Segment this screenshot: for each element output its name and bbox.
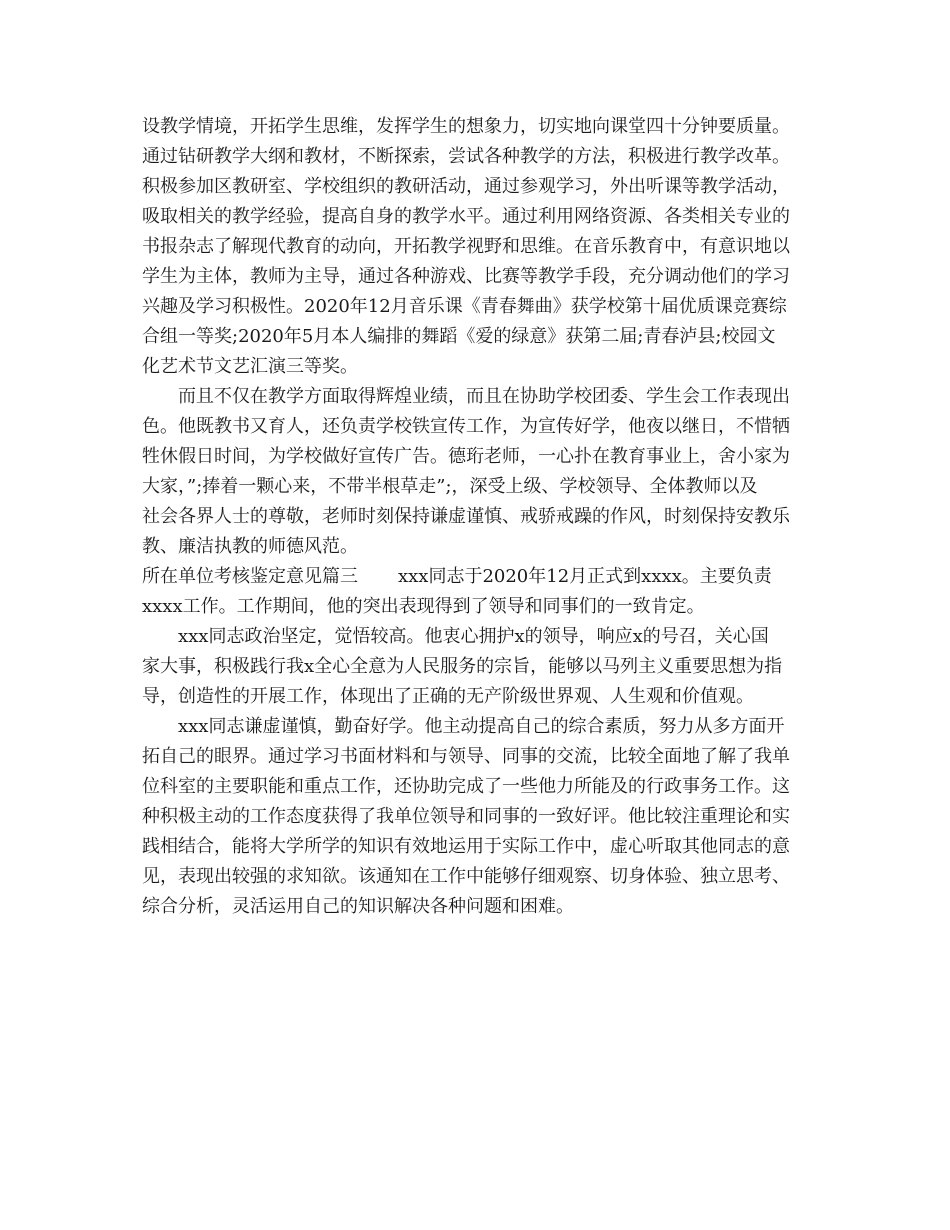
paragraph-line: 大家，”;捧着一颗心来，不带半根草走”;，深受上级、学校领导、全体教师以及 [142, 476, 758, 497]
paragraph-line: xxxx工作。工作期间，他的突出表现得到了领导和同事们的一致肯定。 [142, 596, 705, 617]
paragraph-line: 设教学情境，开拓学生思维，发挥学生的想象力，切实地向课堂四十分钟要质量。 [142, 116, 790, 137]
paragraph-line: 通过钻研教学大纲和教材，不断探索，尝试各种教学的方法，积极进行教学改革。 [142, 146, 790, 167]
paragraph-line: 位科室的主要职能和重点工作，还协助完成了一些他力所能及的行政事务工作。这 [142, 776, 790, 797]
paragraph-line: 践相结合，能将大学所学的知识有效地运用于实际工作中，虚心听取其他同志的意 [142, 836, 790, 857]
paragraph-line: 兴趣及学习积极性。2020年12月音乐课《青春舞曲》获学校第十届优质课竞赛综 [142, 296, 787, 317]
paragraph-line: 家大事，积极践行我x全心全意为人民服务的宗旨，能够以马列主义重要思想为指 [142, 656, 783, 677]
paragraph-line: 综合分析，灵活运用自己的知识解决各种问题和困难。 [142, 896, 574, 917]
paragraph-line: 色。他既教书又育人，还负责学校铁宣传工作，为宣传好学，他夜以继日，不惜牺 [142, 416, 790, 437]
paragraph-line: 合组一等奖;2020年5月本人编排的舞蹈《爱的绿意》获第二届;青春泸县;校园文 [142, 326, 776, 347]
paragraph-line: 而且不仅在教学方面取得辉煌业绩，而且在协助学校团委、学生会工作表现出 [178, 386, 790, 407]
document-body [142, 112, 812, 922]
paragraph-line: 吸取相关的教学经验，提高自身的教学水平。通过利用网络资源、各类相关专业的 [142, 206, 790, 227]
section-heading: 所在单位考核鉴定意见篇三 [142, 566, 358, 587]
section-intro: xxx同志于2020年12月正式到xxxx。主要负责 [398, 566, 772, 587]
paragraph-line: 社会各界人士的尊敬，老师时刻保持谦虚谨慎、戒骄戒躁的作风，时刻保持安教乐 [142, 506, 790, 527]
paragraph-line: 种积极主动的工作态度获得了我单位领导和同事的一致好评。他比较注重理论和实 [142, 806, 790, 827]
paragraph-line: 见，表现出较强的求知欲。该通知在工作中能够仔细观察、切身体验、独立思考、 [142, 866, 790, 887]
section-heading-line [142, 562, 812, 592]
paragraph-line: 牲休假日时间，为学校做好宣传广告。德珩老师，一心扑在教育事业上，舍小家为 [142, 446, 790, 467]
paragraph-line: 书报杂志了解现代教育的动向，开拓教学视野和思维。在音乐教育中，有意识地以 [142, 236, 790, 257]
paragraph-line: 学生为主体，教师为主导，通过各种游戏、比赛等教学手段，充分调动他们的学习 [142, 266, 790, 287]
paragraph-line: 积极参加区教研室、学校组织的教研活动，通过参观学习，外出听课等教学活动， [142, 176, 790, 197]
paragraph-line: 拓自己的眼界。通过学习书面材料和与领导、同事的交流，比较全面地了解了我单 [142, 746, 790, 767]
paragraph-line: 教、廉洁执教的师德风范。 [142, 536, 358, 557]
paragraph-line: xxx同志政治坚定，觉悟较高。他衷心拥护x的领导，响应x的号召，关心国 [178, 626, 769, 647]
paragraph-line: xxx同志谦虚谨慎，勤奋好学。他主动提高自己的综合素质，努力从多方面开 [178, 716, 785, 737]
paragraph-line: 导，创造性的开展工作，体现出了正确的无产阶级世界观、人生观和价值观。 [142, 686, 754, 707]
paragraph-line: 化艺术节文艺汇演三等奖。 [142, 356, 358, 377]
